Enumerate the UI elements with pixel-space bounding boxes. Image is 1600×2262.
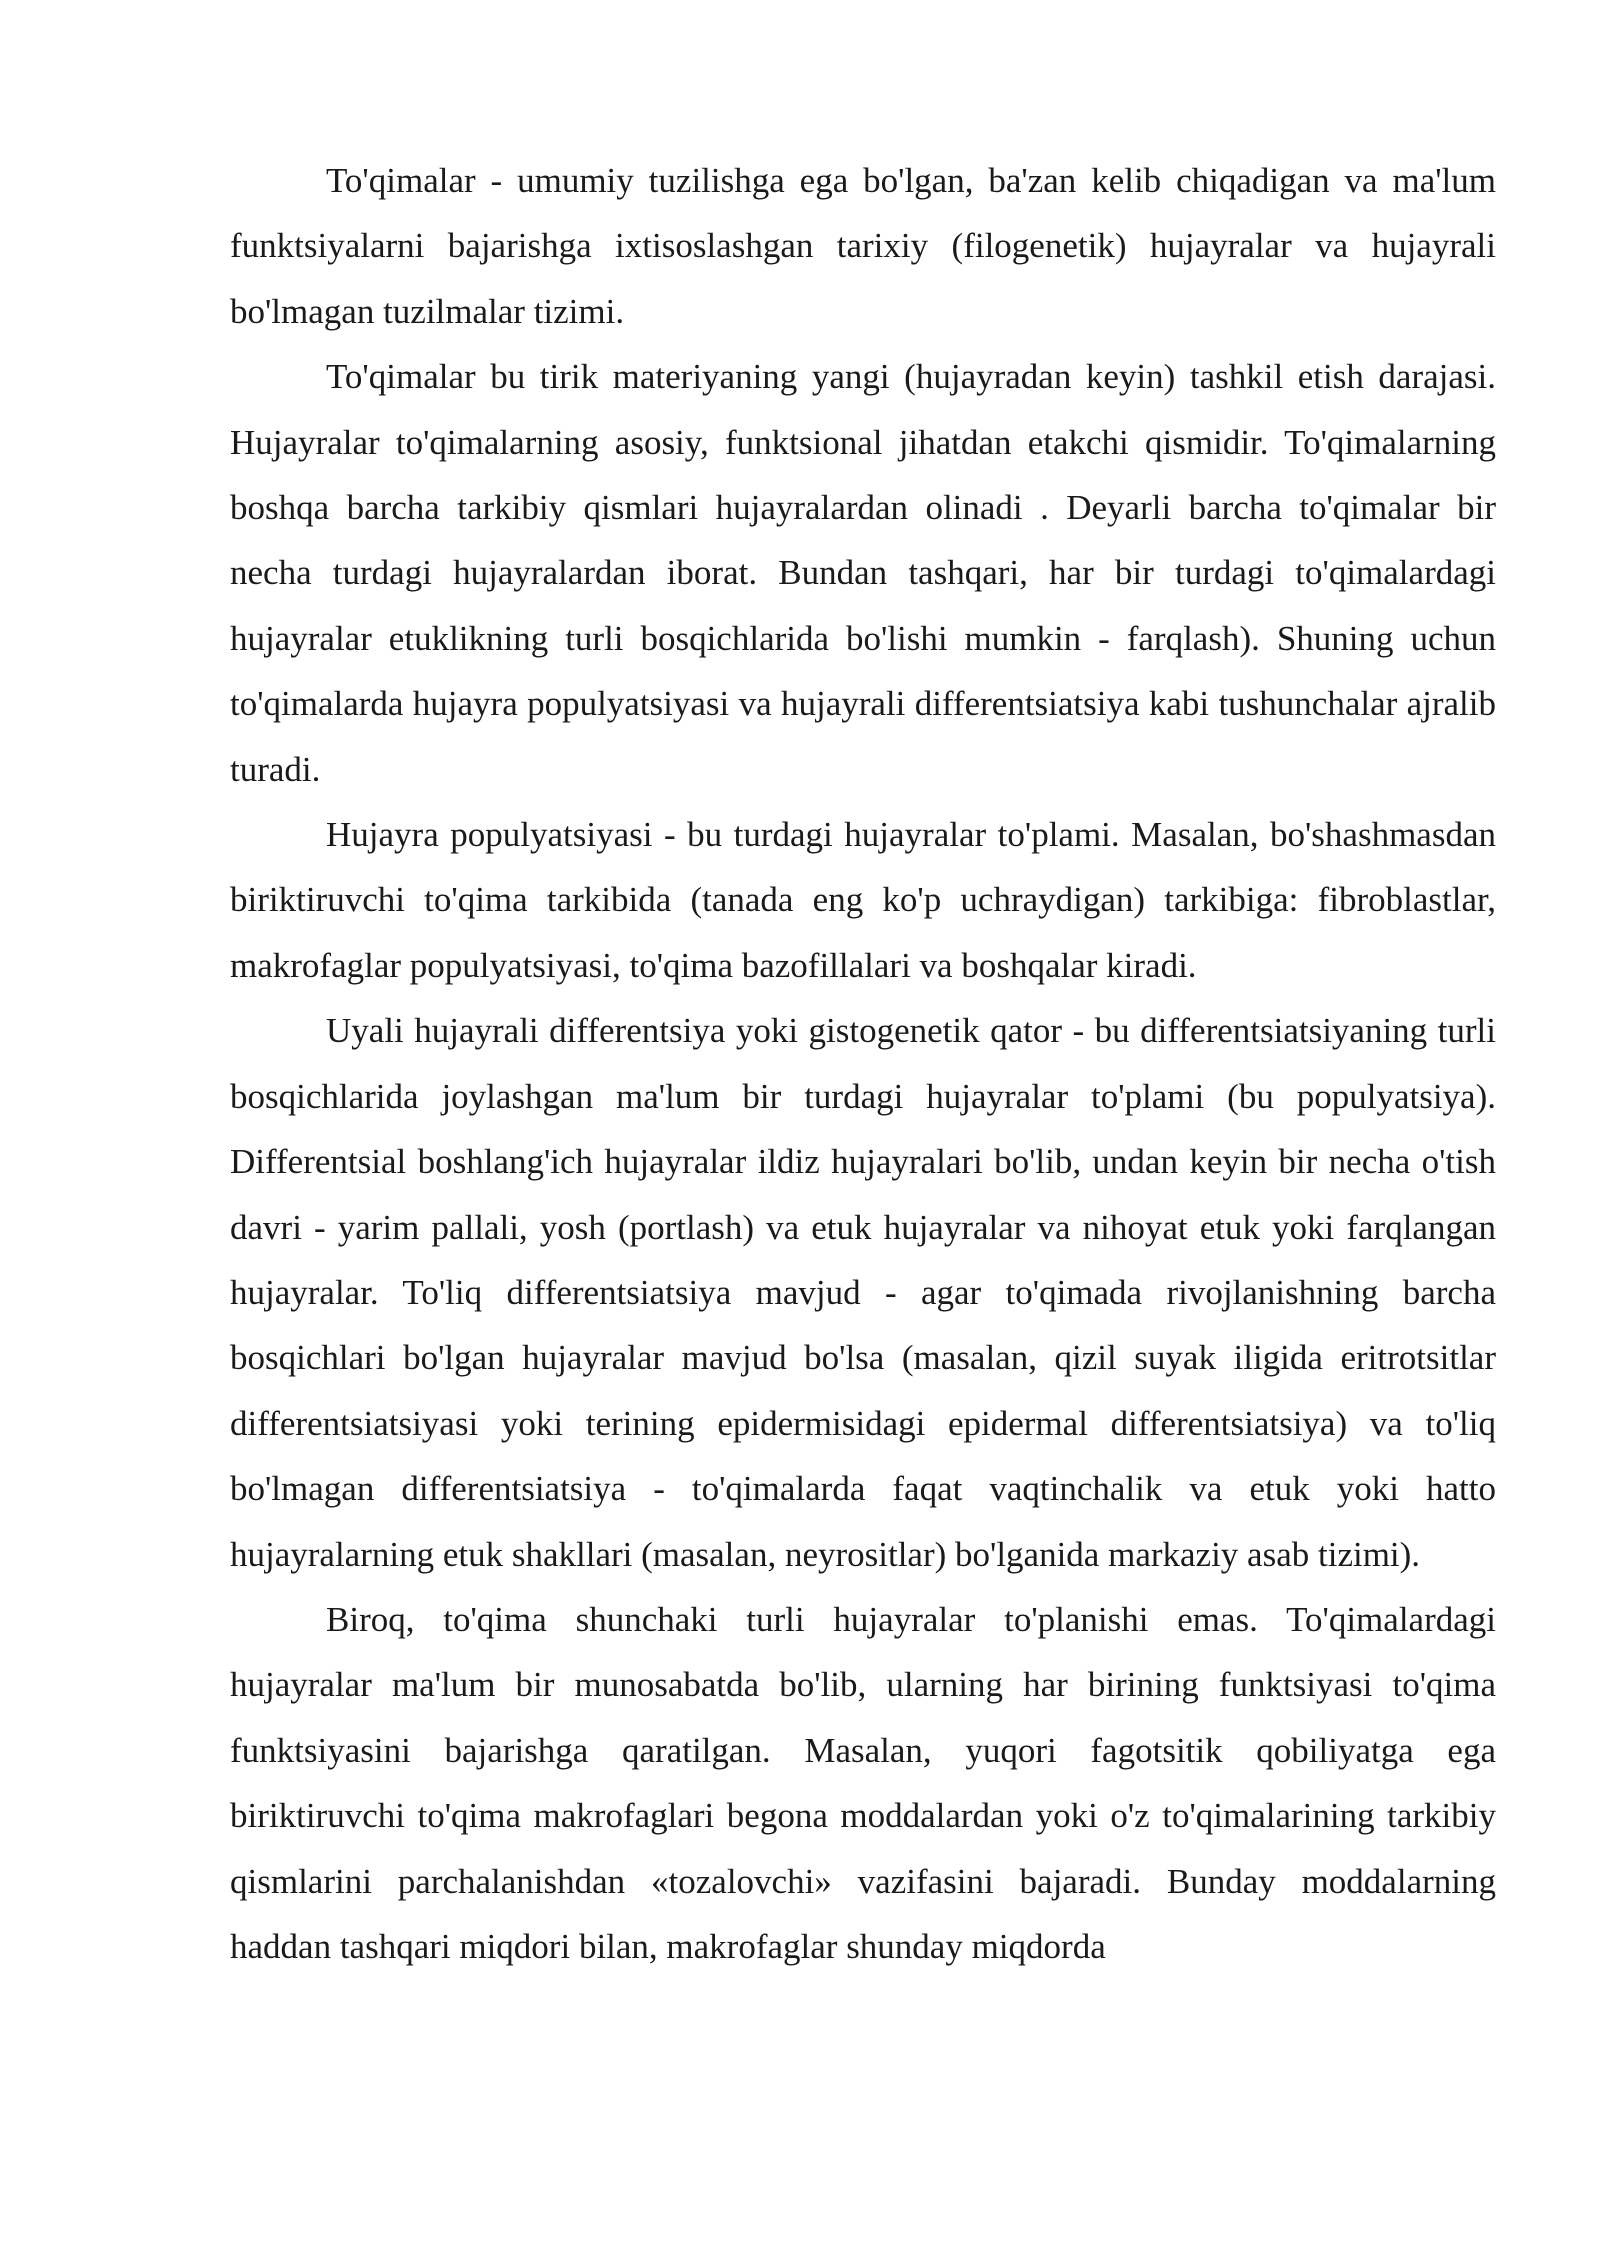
paragraph-tissue-organization: To'qimalar bu tirik materiyaning yangi (hujayradan keyin) tashkil etish darajasi. Hujayralar to'qimalarning asosiy, funktsional jihatdan etakchi qismidir. To'qimalarning boshqa barcha tarkibiy qismlari hujayralardan olinadi . Deyarli barcha to'qimalar bir necha turdagi hujayralardan iborat. Bundan tashqari, har bir turdagi to'qimalardagi hujayralar etuklikning turli bosqichlarida bo'lishi mumkin - farqlash). Shuning uchun to'qimalarda hujayra populyatsiyasi va hujayrali differentsiatsiya kabi tushunchalar ajralib turadi.	[230, 357, 1496, 789]
paragraph-histogenetic-series: Uyali hujayrali differentsiya yoki gistogenetik qator - bu differentsiatsiyaning turli bosqichlarida joylashgan ma'lum bir turdagi hujayralar to'plami (bu populyatsiya). Differentsial boshlang'ich hujayralar ildiz hujayralari bo'lib, undan keyin bir necha o'tish davri - yarim pallali, yosh (portlash) va etuk hujayralar va nihoyat etuk yoki farqlangan hujayralar. To'liq differentsiatsiya mavjud - agar to'qimada rivojlanishning barcha bosqichlari bo'lgan hujayralar mavjud bo'lsa (masalan, qizil suyak iligida eritrotsitlar differentsiatsiyasi yoki terining epidermisidagi epidermal differentsiatsiya) va to'liq bo'lmagan differentsiatsiya - to'qimalarda faqat vaqtinchalik va etuk yoki hatto hujayralarning etuk shakllari (masalan, neyrositlar) bo'lganida markaziy asab tizimi).	[230, 1011, 1496, 1574]
paragraph-cell-population: Hujayra populyatsiyasi - bu turdagi hujayralar to'plami. Masalan, bo'shashmasdan biriktiruvchi to'qima tarkibida (tanada eng ko'p uchraydigan) tarkibiga: fibroblastlar, makrofaglar populyatsiyasi, to'qima bazofillalari va boshqalar kiradi.	[230, 815, 1496, 985]
paragraph-tissue-definition: To'qimalar - umumiy tuzilishga ega bo'lgan, ba'zan kelib chiqadigan va ma'lum funktsiyalarni bajarishga ixtisoslashgan tarixiy (filogenetik) hujayralar va hujayrali bo'lmagan tuzilmalar tizimi.	[230, 161, 1496, 331]
paragraph-tissue-function: Biroq, to'qima shunchaki turli hujayralar to'planishi emas. To'qimalardagi hujayralar ma'lum bir munosabatda bo'lib, ularning har birining funktsiyasi to'qima funktsiyasini bajarishga qaratilgan. Masalan, yuqori fagotsitik qobiliyatga ega biriktiruvchi to'qima makrofaglari begona moddalardan yoki o'z to'qimalarining tarkibiy qismlarini parchalanishdan «tozalovchi» vazifasini bajaradi. Bunday moddalarning haddan tashqari miqdori bilan, makrofaglar shunday miqdorda	[230, 1599, 1496, 1966]
document-body	[230, 148, 1496, 1979]
